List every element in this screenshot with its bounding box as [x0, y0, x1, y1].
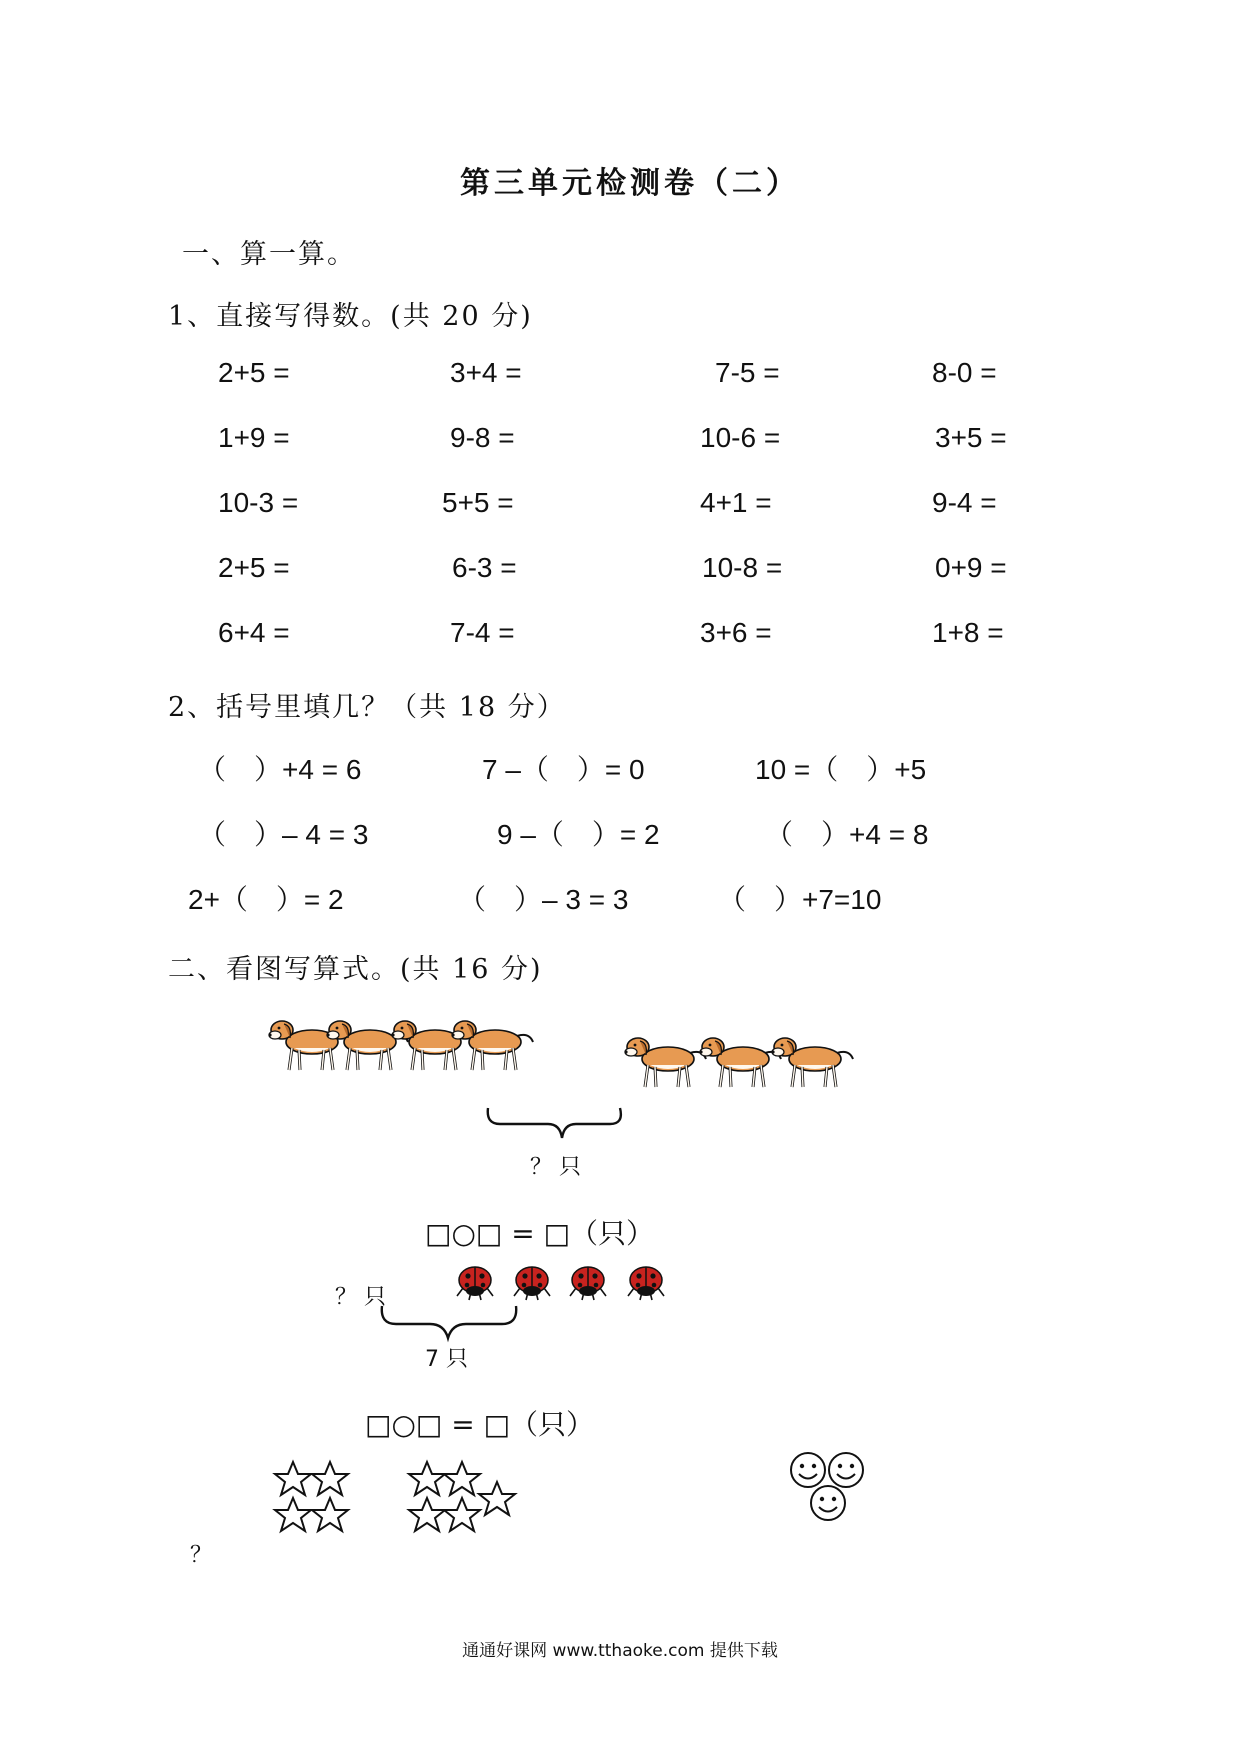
- q2-equation: （ ）+4 = 6: [198, 754, 362, 785]
- q1-equation: 8-0 =: [932, 357, 997, 388]
- q2-equation: 7 –（ ）= 0: [482, 754, 645, 785]
- footer-credit: 通通好课网 www.tthaoke.com 提供下载: [462, 1641, 778, 1661]
- dog-image: [451, 1021, 533, 1070]
- q1-equation: 6+4 =: [218, 617, 290, 648]
- bugs-question-label: ？ 只: [335, 1285, 386, 1310]
- q1-equation: 2+5 =: [218, 357, 290, 388]
- ladybug-image: [457, 1267, 493, 1300]
- ladybug-image: [628, 1267, 664, 1300]
- q1-equation: 1+9 =: [218, 422, 290, 453]
- q1-equation: 3+4 =: [450, 357, 522, 388]
- q1-equation: 5+5 =: [442, 487, 514, 518]
- page-title: 第三单元检测卷（二）: [460, 166, 800, 201]
- q2-equation: （ ）+4 = 8: [765, 819, 929, 850]
- q1-equation: 10-6 =: [700, 422, 781, 453]
- q2-equation: 9 –（ ）= 2: [497, 819, 660, 850]
- brace: [488, 1108, 621, 1138]
- q2-equation: （ ）+7=10: [718, 884, 882, 915]
- last-question-mark: ？: [190, 1543, 213, 1568]
- q1-equation: 9-4 =: [932, 487, 997, 518]
- star-group-left: [275, 1462, 348, 1531]
- q1-equation: 3+6 =: [700, 617, 772, 648]
- q1-equation: 0+9 =: [935, 552, 1007, 583]
- dogs-equation-template: □○□ = □（只）: [425, 1217, 655, 1250]
- q1-equation: 2+5 =: [218, 552, 290, 583]
- q2-equation: （ ）– 4 = 3: [198, 819, 369, 850]
- ladybug-image: [570, 1267, 606, 1300]
- question-2-heading: 2、括号里填几？（共 18 分）: [168, 692, 566, 723]
- q2-equation: 2+（ ）= 2: [188, 884, 344, 915]
- q1-equation: 3+5 =: [935, 422, 1007, 453]
- section-1-heading: 一、算一算。: [182, 239, 356, 270]
- smiley-group: [791, 1453, 863, 1520]
- q1-equation: 7-4 =: [450, 617, 515, 648]
- bugs-total-label: 7 只: [425, 1347, 468, 1372]
- bugs-equation-template: □○□ = □（只）: [365, 1408, 595, 1441]
- section-2-heading: 二、看图写算式。(共 16 分): [168, 954, 543, 985]
- q1-equation: 10-8 =: [702, 552, 783, 583]
- q2-equation: 10 =（ ）+5: [755, 754, 927, 785]
- star-group-right: [409, 1462, 515, 1531]
- q2-equation: （ ）– 3 = 3: [458, 884, 629, 915]
- q1-equation: 9-8 =: [450, 422, 515, 453]
- q1-equation: 7-5 =: [715, 357, 780, 388]
- brace: [382, 1306, 516, 1338]
- dog-image: [624, 1038, 706, 1087]
- q1-equation: 1+8 =: [932, 617, 1004, 648]
- q1-equation: 4+1 =: [700, 487, 772, 518]
- dog-image: [699, 1038, 781, 1087]
- q1-equation: 10-3 =: [218, 487, 299, 518]
- dogs-question-label: ？ 只: [530, 1155, 581, 1180]
- question-1-heading: 1、直接写得数。(共 20 分): [168, 301, 533, 332]
- q1-equation: 6-3 =: [452, 552, 517, 583]
- ladybug-image: [514, 1267, 550, 1300]
- dog-image: [771, 1038, 853, 1087]
